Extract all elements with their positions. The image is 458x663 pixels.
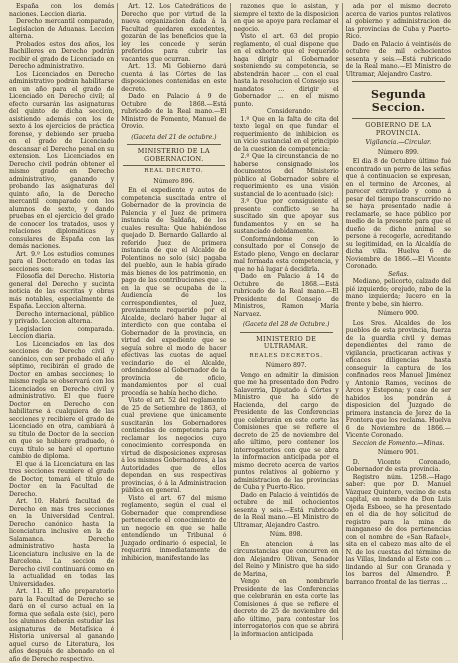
paragraph: Visto el art. 52 del reglamento de 25 de Setiembre de 1863, el cual previene que únicamente suscitarán los Gobernadores contiendas de competencia para reclamar los negocios cuyo conocimiento corresponda en virtud de disposiciones expresas á los mismos Gobernadores, á las Autoridades que de ellos dependan en sus respectivas provincias, ó á la Administracion pública en general. [121,397,227,494]
paragraph: Art. 13. Mi Gobierno dará cuenta á las Córtes de las disposiciones contenidas en este decreto. [121,63,227,93]
paragraph: Filosofía del Derecho. Historia general del Derecho y sucinta noticia de las escritas y obras más notables, especialmente de España. Leccion alterna. [9,273,115,310]
paragraph: Art. 12. Los Catedráticos de Derecho que por virtud de la nueva organizacion dada á la Facultad quedaren excedentes, gozarán de las beneficios que la ley les concede y serán preferidos para cubrir las vacantes que ocurran. [121,3,227,63]
paragraph: Los Licenciados en Derecho administrativo podrán habilitarse en un año para el grado de Licenciado en Derecho civil; al efecto cursarán las asignaturas del quinto de dicha seccion, asistiendo además con los de sexto á los ejercicios de práctica forense, y debiendo ser prueba en el grado de Licenciado descansar el Derecho penal en su extension. Los Licenciados en Derecho civil podrán obtener el mismo grado en Derecho administrativo, ganando y probando las asignaturas del quinto año, la de Derecho mercantil comparado con los alumnos de sexto, y dando pruebas en el ejercicio del grado de conocer los tratados, usos y relaciones diplomáticas y consulares de España con las demás naciones. [9,70,115,250]
paragraph: 1.º Que en la falta de cita del texto legal en que fundar el requerimiento de inhibicion es un vicio sustancial en el principio de la cuestion de competencia: [233,115,339,153]
column-4 [342,3,454,640]
section-subheading: Seccion de Fomento.—Minas. [352,439,445,447]
section-heading: Segunda Seccion. [370,88,426,114]
paragraph: El dia 8 de Octubre último fué encontrado un perro de las señas que á continuacion se expresan, en el termino de Arcones, al parecer extraviado y como á pesar del tiempo transcurrido no se haya presentado nadie á reclamarle, se hace público por medio de la presente para que el dueño de dicho animal se persone á recogerle, acreditando su legitimidad, en la Alcaldía de dicha villa. Huelva 6 de Noviembre de 1866.—El Vicente Coronado. [345,158,451,270]
decree-number: Número 897. [265,362,307,369]
paragraph: Visto el art. 63 del propio reglamento, el cual dispone que en el exhorto que el requerido haga dirigir al Gobernador sosteniendo su competencia, se abstendrán hacer ... con el cual hasta la resolucion el Consejo sus mandatos ... dirigir el Gobernador ... en el mismo punto. [233,33,339,108]
paragraph: España con los demás naciones. Leccion diaria. [9,3,115,18]
paragraph: Dado en Palacio á veintiséis de octubre de mil ochocientos sesenta y seis.—Está rubricado de la Real mano.—El Ministro de Ultramar, Alejandro Castro. [345,40,451,78]
ministry-heading: MINISTERIO DE LA GOBERNACION. [137,147,210,163]
paragraph: Derecho mercantil comparado, Legislacion de Aduanas. Leccion alterna. [9,18,115,40]
paragraph: En atencion á las circunstancias que concurren en don Alejandro Olivan, Senador del Reino y Ministro que ha sido de Marina, [233,540,339,578]
paragraph: El que á la Licenciatura en las tres secciones reuniere el grado de Doctor, tomará el título de Doctor en la Facultad de Derecho. [9,460,115,498]
decree-title: REAL DECRETO. [144,168,204,174]
divider [352,118,445,119]
paragraph: En el expediente y autos de competencia suscitada entre el Gobernador de la provincia de Palencia y el Juez de primera instancia de Saldaña, de los cuales resulta: Que habiéndose quejado D. Bernardo Gallardo al referido Juez de primera instancia de que el Alcalde de Polentinos no solo (sic) pagaba del pueblo, aun le había girado más bienes de los patrimonio, en pago de las contribuciones que ... en la que se ocupaba de la Audiencia de los correspondientes, el Juez, previamente requerido por el Alcalde, declaró haber lugar al interdicto con que contaba el Gobernador de la provincia, en virtud del expediente que se seguía sobre el modo de hacer efectivas las cuotas de aquel vecindario de el Alcalde, ordenándose al Gobernador de la provincia de oficio, mandamientos por el cual procedía se había hecho dicho. [121,187,227,397]
paragraph: Los Licenciados en las dos secciones de Derecho civil y canónico, con ser probado el año séptimo, recibirán el grado de Doctor en ambas secciones; lo mismo regla se observará con los Licenciados en Derecho civil y administrativo. El que fuere Doctor en Derecho con habilitarse á cualquiera de las secciones y recibiere el grado de Licenciado en otra, cambiará á su título de Doctor de la seccion en que se hubiere graduado, ó cuya título se haré el oportuno cambio de diploma. [9,340,115,460]
paragraph: 2.º Que la circunstancia de no haberse consignado los documentos del Ministerio público al Gobernador sobre el requerimiento es una visión sustancial de lo acentuado (sic): [233,153,339,198]
column-3 [230,3,342,640]
paragraph: Art. 10. Habrá facultad de Derecho en mas tres secciones en la Universidad Central. Derecho canónico hasta la licenciatura inclusive en la de Salamanca. Derecho administrativo hasta la Licenciatura inclusive en la de Barcelona. La seccion de Derecho civil continuará como en la actualidad en todas las Universidades. [9,498,115,588]
paragraph: Legislacion comparada. Leccion diaria. [9,325,115,340]
paragraph: Dado en Palacio á 9 de Octubre de 1868.—Está rubricado de la Real mano.—El Ministro de Fomento, Manuel de Orovio. [121,93,227,130]
gazette-reference: (Gaceta del 21 de octubre.) [131,133,217,141]
gazette-reference: (Gaceta del 28 de Octubre.) [242,321,330,328]
notice-number: Número 899. [377,148,419,156]
decree-title: REALES DECRETOS. [249,352,323,359]
divider [127,144,220,145]
notice-number: Número 901. [377,449,419,456]
paragraph: Mediano, pelicorto, calzado del pié izquierdo; orejudo, rabo de la mano izquierda; lucero en la frente y bebe, sin hierro. [345,278,451,308]
ministry-heading: MINISTERIO DE ULTRAMAR. [256,334,317,350]
paragraph: Art. 11. El año preparatorio para la Facultad de Derecho se dará en el curso actual en la forma que señala este (sic), pero los alumnos deberán estudiar las asignaturas de Metafísica é Historia universal al ganando aquel curso de Literatura, los años después de abonado en el año de Derecho respectivo. [9,588,115,663]
subheading: Vigilancia.—Circular. [365,139,432,146]
paragraph: Dado en Palacio á 14 de Octubre de 1868.—Está rubricado de la Real mano.—El Presidente del Consejo de Ministros, Ramon María Narvaez. [233,273,339,318]
paragraph: ada por el mismo decreto acerca de varios puntos relativos al gobierno y administracion de las provincias de Cuba y Puerto-Rico. [345,3,451,40]
paragraph: Los Sres. Alcaldes de los pueblos de esta provincia, fuerza de la guardia civil y demas dependientes del ramo de vigilancia, practicaran activas y eficaces diligencias hasta conseguir la captura de los confinados reos Manuel Jiménez y Antonio Ramos, vecinos de Arcos y Estepona; y caso de ser habidos los pondrán á disposicion del Juzgado de primera instancia de Jerez de la Frontera que los reclama. Huelva 6 de Noviembre de 1866.—Vicente Coronado. [345,319,451,439]
paragraph: Visto el art. 67 del mismo reglamento, según el cual el Gobernador que comprendiese pertenecerle el conocimiento de un negocio en que se halle entendiendo un Tribunal ó Juzgado ordinario ó especial, le requerirá inmediatamente de inhibicion, manifestando las [121,494,227,562]
paragraph: Dado en Palacio á veintidós de octubre de mil ochocientos sesenta y seis.—Está rubricado de la Real mano.—El Ministro de Ultramar, Alejandro Castro. [233,491,339,529]
paragraph: D. Vicente Coronado, Gobernador de esta provincia. [345,458,451,473]
senas-label: Señas. [388,270,409,278]
decree-number: Número 896. [153,177,195,185]
column-2 [117,3,229,640]
divider [352,81,445,82]
paragraph: Art. 9.º Los estudios comunes para el Doctorado en todas las secciones son: [9,250,115,273]
paragraph: Vengo en nombrarle Presidente de las Conferencias que celebrarán en esta corte las Comisiones á que se refiere el decreto de 25 de noviembre del año último, para contestar los interrogatorios con que se abrirá la informacion anticipada [233,578,339,638]
paragraph: Conformándome con lo consultado por el Consejo de Estado pleno, Vengo en declarar mal formada esta competencia, y que no há lugar á decidirla. [233,235,339,273]
column-1 [6,3,117,663]
decree-number: Núm. 898. [269,531,303,538]
paragraph: razones que le asistan, y siempre el texto de la disposicion en que se apoye para reclamar el negocio. [233,3,339,33]
government-heading: GOBIERNO DE LA PROVINCIA. [365,121,432,137]
paragraph: Derecho internacional, público y privado. Leccion alterna. [9,310,115,325]
notice-number: Número 900. [377,310,419,317]
divider [123,165,224,166]
paragraph: Vengo en admitir la dimision que me ha presentado don Pedro Salaverria, Diputado á Córtes y Ministro que ha sido de Hacienda, del cargo de Presidente de las Conferencias que celebrarán en este corte las Comisiones que se refiere el decreto de 25 de noviembre del año último, pero contener los interrogatorios con que se abra la informacion anticipada por el mismo decreto acerca de varios puntos relativos al gobierno y administracion de las provincias de Cuba y Puerto-Rico. [233,371,339,491]
paragraph: Registro núm. 1258.—Hago saber: que por D. Manuel Vázquez Quintero, vecino de esta capital, en nombre de Don Luis Ojeda Esboeo, se ha presentado en el dia de hoy solicitud de registro para la mina de manganeso de dos pertenencias con el nombre de «San Rafael», sita en el cabezo mas alto de el N. de los cuestas del término de las Villas, lindando al Este con ... lindando al Sur con Granada y los barros del Almendro. P. barranco frontal de las tierras ... [345,473,451,586]
paragraph: Considerando: [266,108,313,115]
paragraph: Probados estos dos años, los Bachilleres en Derecho podrán recibir el grado de Licenciado en Derecho administrativo. [9,40,115,70]
divider [240,332,333,333]
paragraph: 3.º Que por consiguiente el presente conflicto se ha suscitado sin que apoyar sus fundamentos y en se ha sustanciado debidamente. [233,198,339,235]
